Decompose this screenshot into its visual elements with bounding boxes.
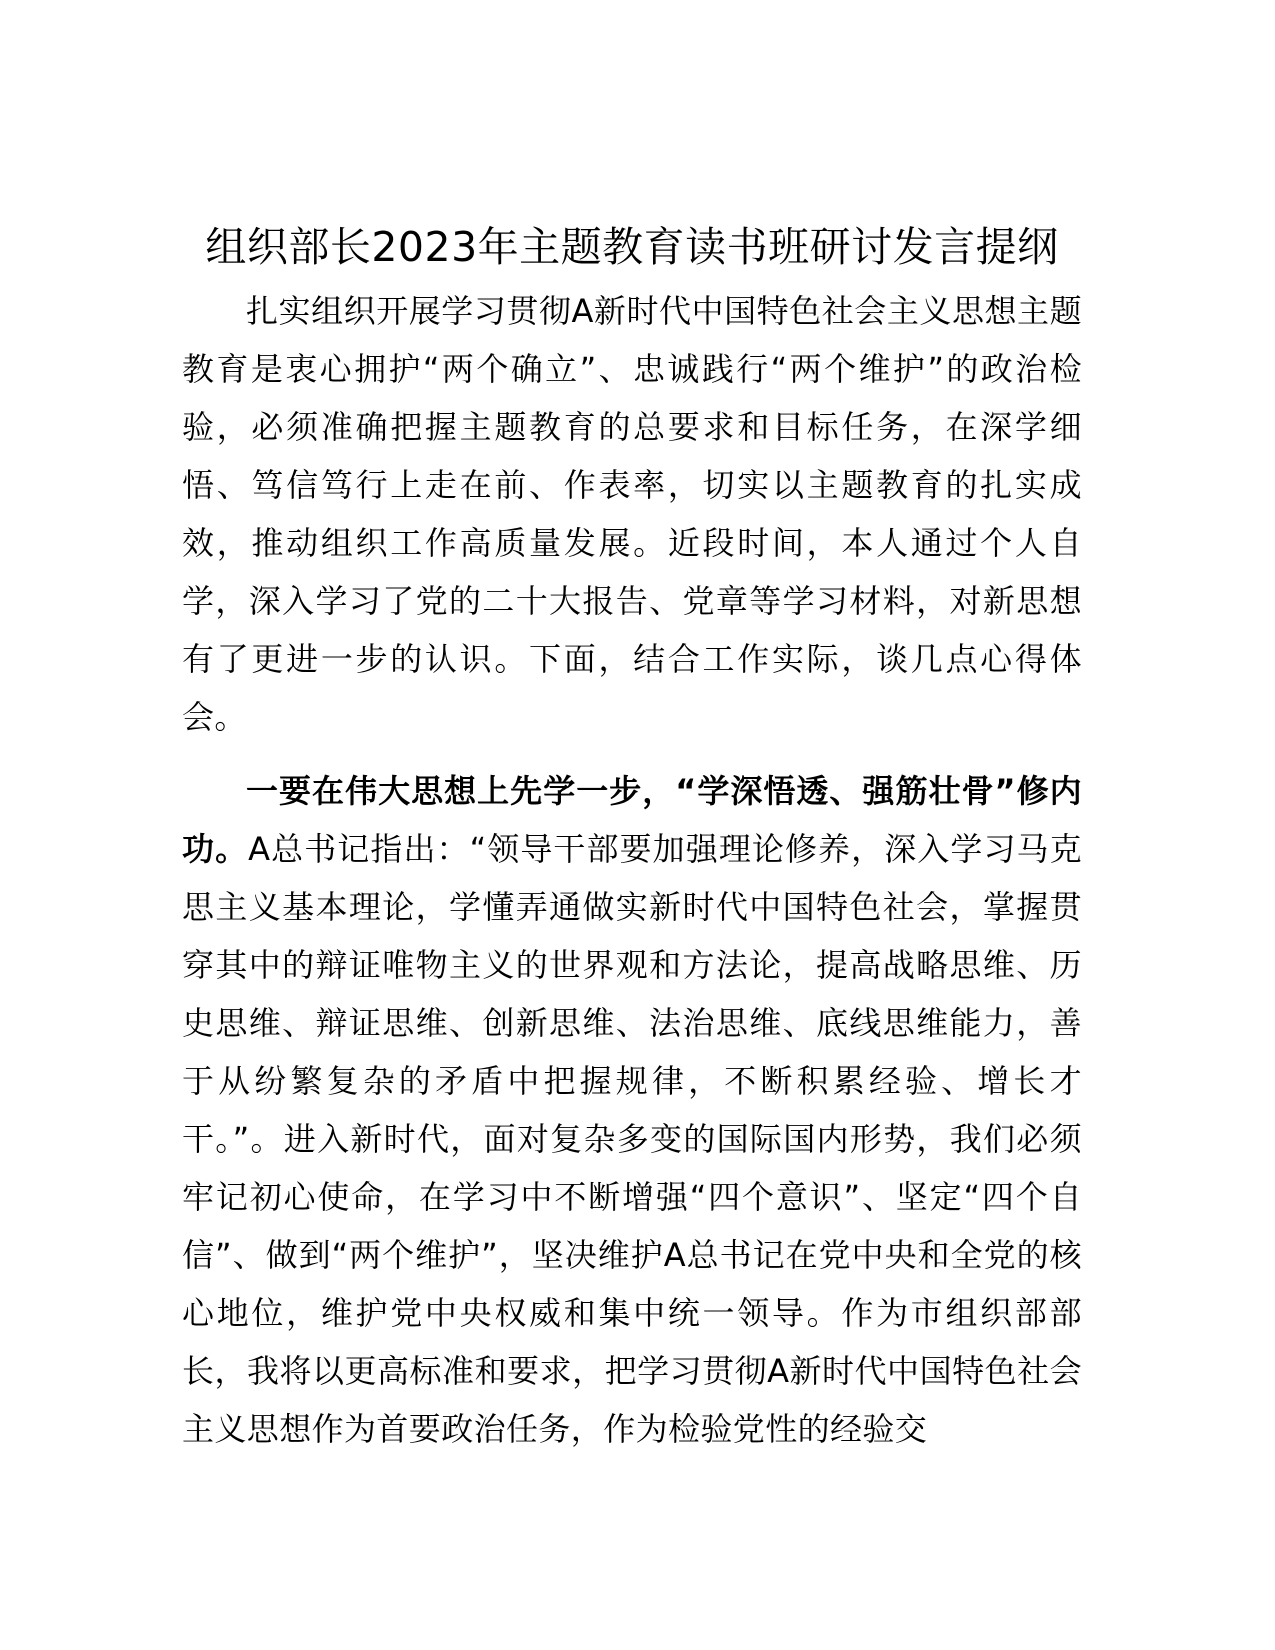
document-page <box>182 218 1082 1458</box>
paragraph-intro <box>182 282 1082 746</box>
paragraph-point-one-lead: 一要在伟大思想上先学一步，“学深悟透、强筋壮骨”修内功。 <box>182 772 1082 868</box>
paragraph-point-one-text: A总书记指出：“领导干部要加强理论修养，深入学习马克思主义基本理论，学懂弄通做实新时代中国特色社会，掌握贯穿其中的辩证唯物主义的世界观和方法论，提高战略思维、历史思维、辩证思维、创新思维、法治思维、底线思维能力，善于从纷繁复杂的矛盾中把握规律，不断积累经验、增长才干。”。进入新时代，面对复杂多变的国际国内形势，我们必须牢记初心使命，在学习中不断增强“四个意识”、坚定“四个自信”、做到“两个维护”，坚决维护A总书记在党中央和全党的核心地位，维护党中央权威和集中统一领导。作为市组织部部长，我将以更高标准和要求，把学习贯彻A新时代中国特色社会主义思想作为首要政治任务，作为检验党性的经验交 <box>182 830 1082 1448</box>
paragraph-intro-text: 扎实组织开展学习贯彻A新时代中国特色社会主义思想主题教育是衷心拥护“两个确立”、忠诚践行“两个维护”的政治检验，必须准确把握主题教育的总要求和目标任务，在深学细悟、笃信笃行上走在前、作表率，切实以主题教育的扎实成效，推动组织工作高质量发展。近段时间，本人通过个人自学，深入学习了党的二十大报告、党章等学习材料，对新思想有了更进一步的认识。下面，结合工作实际，谈几点心得体会。 <box>182 292 1082 736</box>
paragraph-point-one <box>182 762 1082 1458</box>
document-title: 组织部长2023年主题教育读书班研讨发言提纲 <box>205 223 1059 271</box>
